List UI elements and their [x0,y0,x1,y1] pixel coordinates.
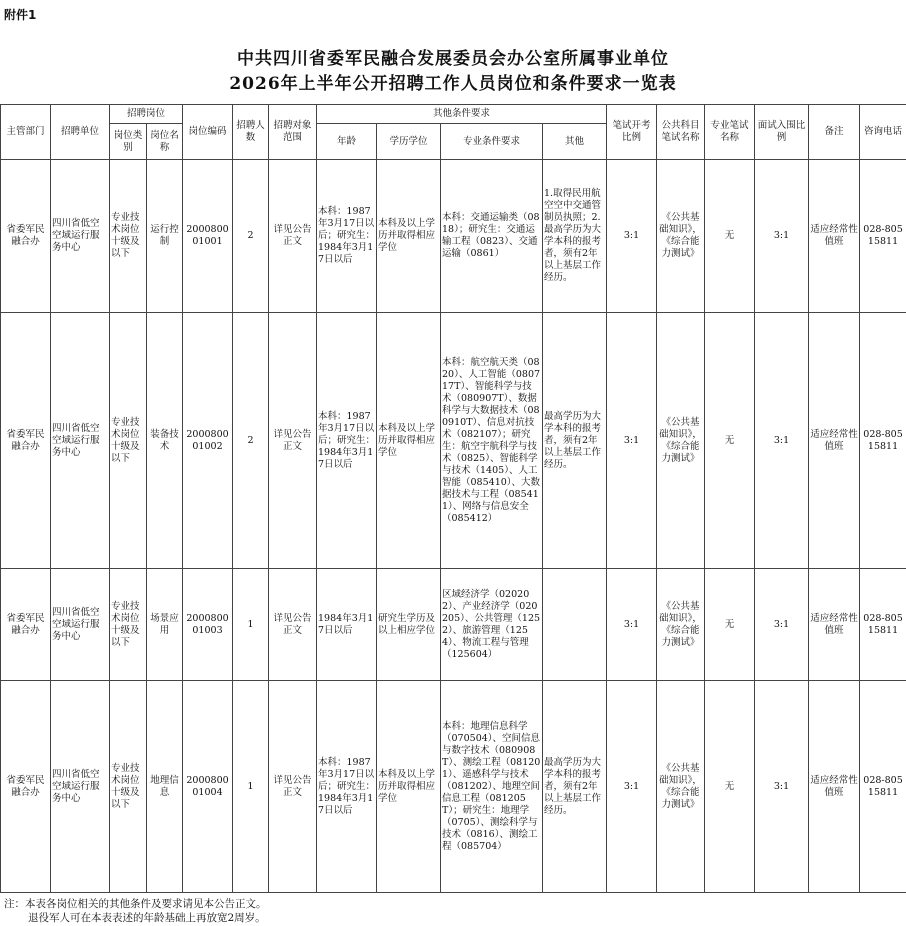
cell-other: 最高学历为大学本科的报考者，须有2年以上基层工作经历。 [543,313,607,569]
header-other-group: 其他条件要求 [317,105,607,124]
cell-major: 本科：航空航天类（0820）、人工智能（080717T）、智能科学与技术（080907T）、数据科学与大数据技术（080910T）、信息对抗技术（082107）；研究生：航空宇航科学与技术（0825）、智能科学与技术（1405）、人工智能（085410）、大数据技术与工程（085411）、网络与信息安全（085412） [441,313,543,569]
cell-post-code: 200080001001 [183,160,233,313]
table-row [1,160,906,313]
cell-remark: 适应经常性值班 [809,681,860,893]
cell-post-type: 专业技术岗位十级及以下 [110,681,147,893]
footnote-line2: 退役军人可在本表表述的年龄基础上再放宽2周岁。 [28,912,266,924]
cell-pro-exam: 无 [705,160,755,313]
document-title-line1: 中共四川省委军民融合发展委员会办公室所属事业单位 [237,49,669,69]
header-exam-ratio: 笔试开考比例 [607,105,657,160]
cell-post-type: 专业技术岗位十级及以下 [110,160,147,313]
cell-remark: 适应经常性值班 [809,313,860,569]
cell-remark: 适应经常性值班 [809,160,860,313]
cell-exam-ratio: 3:1 [607,313,657,569]
cell-unit: 四川省低空空域运行服务中心 [51,160,110,313]
cell-unit: 四川省低空空域运行服务中心 [51,569,110,681]
cell-major: 区域经济学（020202）、产业经济学（020205）、公共管理（1252）、旅游管理（1254）、物流工程与管理（125604） [441,569,543,681]
cell-scope: 详见公告正文 [269,569,317,681]
cell-age: 本科：1987年3月17日以后；研究生：1984年3月17日以后 [317,160,377,313]
header-post-code: 岗位编码 [183,105,233,160]
header-phone: 咨询电话 [860,105,906,160]
header-unit: 招聘单位 [51,105,110,160]
cell-education: 研究生学历及以上相应学位 [377,569,441,681]
document-title-line2: 2026年上半年公开招聘工作人员岗位和条件要求一览表 [229,74,677,94]
cell-count: 2 [233,313,269,569]
cell-exam-ratio: 3:1 [607,160,657,313]
cell-other: 1.取得民用航空空中交通管制员执照；2.最高学历为大学本科的报考者，须有2年以上基层工作经历。 [543,160,607,313]
header-pro-exam: 专业笔试名称 [705,105,755,160]
cell-pro-exam: 无 [705,681,755,893]
cell-post-name: 装备技术 [147,313,183,569]
cell-count: 1 [233,681,269,893]
cell-post-name: 地理信息 [147,681,183,893]
header-major: 专业条件要求 [441,124,543,160]
header-remark: 备注 [809,105,860,160]
header-scope: 招聘对象范围 [269,105,317,160]
cell-exam-ratio: 3:1 [607,569,657,681]
cell-unit: 四川省低空空域运行服务中心 [51,313,110,569]
cell-count: 2 [233,160,269,313]
cell-count: 1 [233,569,269,681]
header-other: 其他 [543,124,607,160]
cell-dept: 省委军民融合办 [1,313,51,569]
cell-interview-ratio: 3:1 [755,313,809,569]
cell-unit: 四川省低空空域运行服务中心 [51,681,110,893]
cell-scope: 详见公告正文 [269,313,317,569]
header-age: 年龄 [317,124,377,160]
header-interview-ratio: 面试入围比例 [755,105,809,160]
header-dept: 主管部门 [1,105,51,160]
header-post-name: 岗位名称 [147,124,183,160]
cell-age: 本科：1987年3月17日以后；研究生：1984年3月17日以后 [317,313,377,569]
cell-exam-subject: 《公共基础知识》，《综合能力测试》 [657,569,705,681]
attachment-label: 附件1 [4,8,37,22]
cell-post-code: 200080001002 [183,313,233,569]
cell-exam-ratio: 3:1 [607,681,657,893]
cell-dept: 省委军民融合办 [1,569,51,681]
cell-education: 本科及以上学历并取得相应学位 [377,681,441,893]
table-row [1,681,906,893]
header-exam-subject: 公共科目笔试名称 [657,105,705,160]
cell-post-type: 专业技术岗位十级及以下 [110,313,147,569]
cell-post-name: 运行控制 [147,160,183,313]
cell-scope: 详见公告正文 [269,681,317,893]
cell-exam-subject: 《公共基础知识》，《综合能力测试》 [657,313,705,569]
cell-major: 本科：地理信息科学（070504）、空间信息与数字技术（080908T）、测绘工程（081201）、遥感科学与技术（081202）、地理空间信息工程（081205T）；研究生：地理学（0705）、测绘科学与技术（0816）、测绘工程（085704） [441,681,543,893]
header-post-group: 招聘岗位 [110,105,183,124]
cell-exam-subject: 《公共基础知识》，《综合能力测试》 [657,681,705,893]
cell-dept: 省委军民融合办 [1,681,51,893]
cell-major: 本科：交通运输类（0818）；研究生：交通运输工程（0823）、交通运输（0861） [441,160,543,313]
cell-phone: 028-80515811 [860,681,906,893]
cell-pro-exam: 无 [705,569,755,681]
cell-age: 1984年3月17日以后 [317,569,377,681]
cell-dept: 省委军民融合办 [1,160,51,313]
cell-post-type: 专业技术岗位十级及以下 [110,569,147,681]
table-row [1,313,906,569]
footnote-line1: 注：本表各岗位相关的其他条件及要求请见本公告正文。 [4,898,267,910]
cell-education: 本科及以上学历并取得相应学位 [377,160,441,313]
header-post-type: 岗位类别 [110,124,147,160]
table-row [1,569,906,681]
cell-other: 最高学历为大学本科的报考者，须有2年以上基层工作经历。 [543,681,607,893]
cell-interview-ratio: 3:1 [755,160,809,313]
cell-age: 本科：1987年3月17日以后；研究生：1984年3月17日以后 [317,681,377,893]
cell-interview-ratio: 3:1 [755,569,809,681]
cell-education: 本科及以上学历并取得相应学位 [377,313,441,569]
cell-interview-ratio: 3:1 [755,681,809,893]
cell-post-name: 场景应用 [147,569,183,681]
cell-remark: 适应经常性值班 [809,569,860,681]
cell-post-code: 200080001004 [183,681,233,893]
cell-other [543,569,607,681]
cell-phone: 028-80515811 [860,313,906,569]
cell-phone: 028-80515811 [860,160,906,313]
cell-exam-subject: 《公共基础知识》，《综合能力测试》 [657,160,705,313]
header-count: 招聘人数 [233,105,269,160]
cell-phone: 028-80515811 [860,569,906,681]
header-education: 学历学位 [377,124,441,160]
cell-pro-exam: 无 [705,313,755,569]
recruitment-table [0,104,906,893]
cell-scope: 详见公告正文 [269,160,317,313]
cell-post-code: 200080001003 [183,569,233,681]
